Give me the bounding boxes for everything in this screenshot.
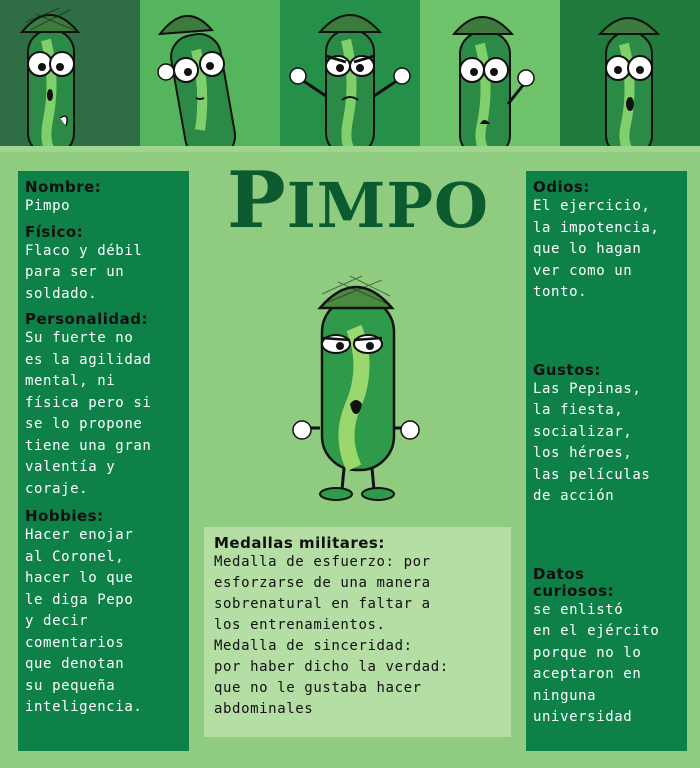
medals-panel	[204, 527, 511, 737]
title-initial: P	[227, 155, 287, 246]
page-title	[208, 156, 508, 251]
datos-value: se enlistó en el ejército porque no lo aceptaron en ninguna universidad	[533, 601, 660, 725]
nombre-label: Nombre:	[25, 178, 102, 196]
pimpo-neutral-figure	[0, 0, 140, 146]
hobbies-value: Hacer enojar al Coronel, hacer lo que le diga Pepo y decir comentarios que denotan su pequeña inteligencia.	[25, 527, 143, 715]
fisico-label: Físico:	[25, 222, 84, 241]
pimpo-angry-figure	[280, 0, 420, 146]
character-strip	[0, 0, 700, 146]
medallas-label: Medallas militares:	[214, 534, 385, 552]
tile-2	[140, 0, 280, 146]
left-info-panel	[18, 171, 189, 751]
tile-5	[560, 0, 700, 146]
gustos-label: Gustos:	[533, 360, 601, 379]
odios-value: El ejercicio, la impotencia, que lo hagan ver como un tonto.	[533, 198, 660, 300]
title-rest: IMPO	[286, 169, 489, 242]
pimpo-main-figure	[292, 268, 422, 508]
right-info-panel	[526, 171, 687, 751]
odios-label: Odios:	[533, 178, 590, 196]
personalidad-value: Su fuerte no es la agilidad mental, ni física pero si se lo propone tiene una gran valentía y coraje.	[25, 330, 152, 497]
fisico-value: Flaco y débil para ser un soldado.	[25, 242, 143, 302]
tile-3	[280, 0, 420, 146]
datos-label: Datos curiosos:	[533, 564, 615, 600]
personalidad-label: Personalidad:	[25, 310, 148, 328]
nombre-value: Pimpo	[25, 198, 71, 214]
medallas-value: Medalla de esfuerzo: por esforzarse de una manera sobrenatural en faltar a los entrenamientos. Medalla de sinceridad: por haber dicho la verdad: que no le gustaba hacer abdominales	[214, 554, 449, 717]
tile-1	[0, 0, 140, 146]
pimpo-saluting-figure	[140, 0, 280, 146]
divider-band	[0, 146, 700, 152]
tile-4	[420, 0, 560, 146]
gustos-value: Las Pepinas, la fiesta, socializar, los héroes, las películas de acción	[533, 380, 651, 504]
pimpo-waving-figure	[420, 0, 560, 146]
pimpo-surprised-figure	[560, 0, 700, 146]
hobbies-label: Hobbies:	[25, 507, 104, 525]
